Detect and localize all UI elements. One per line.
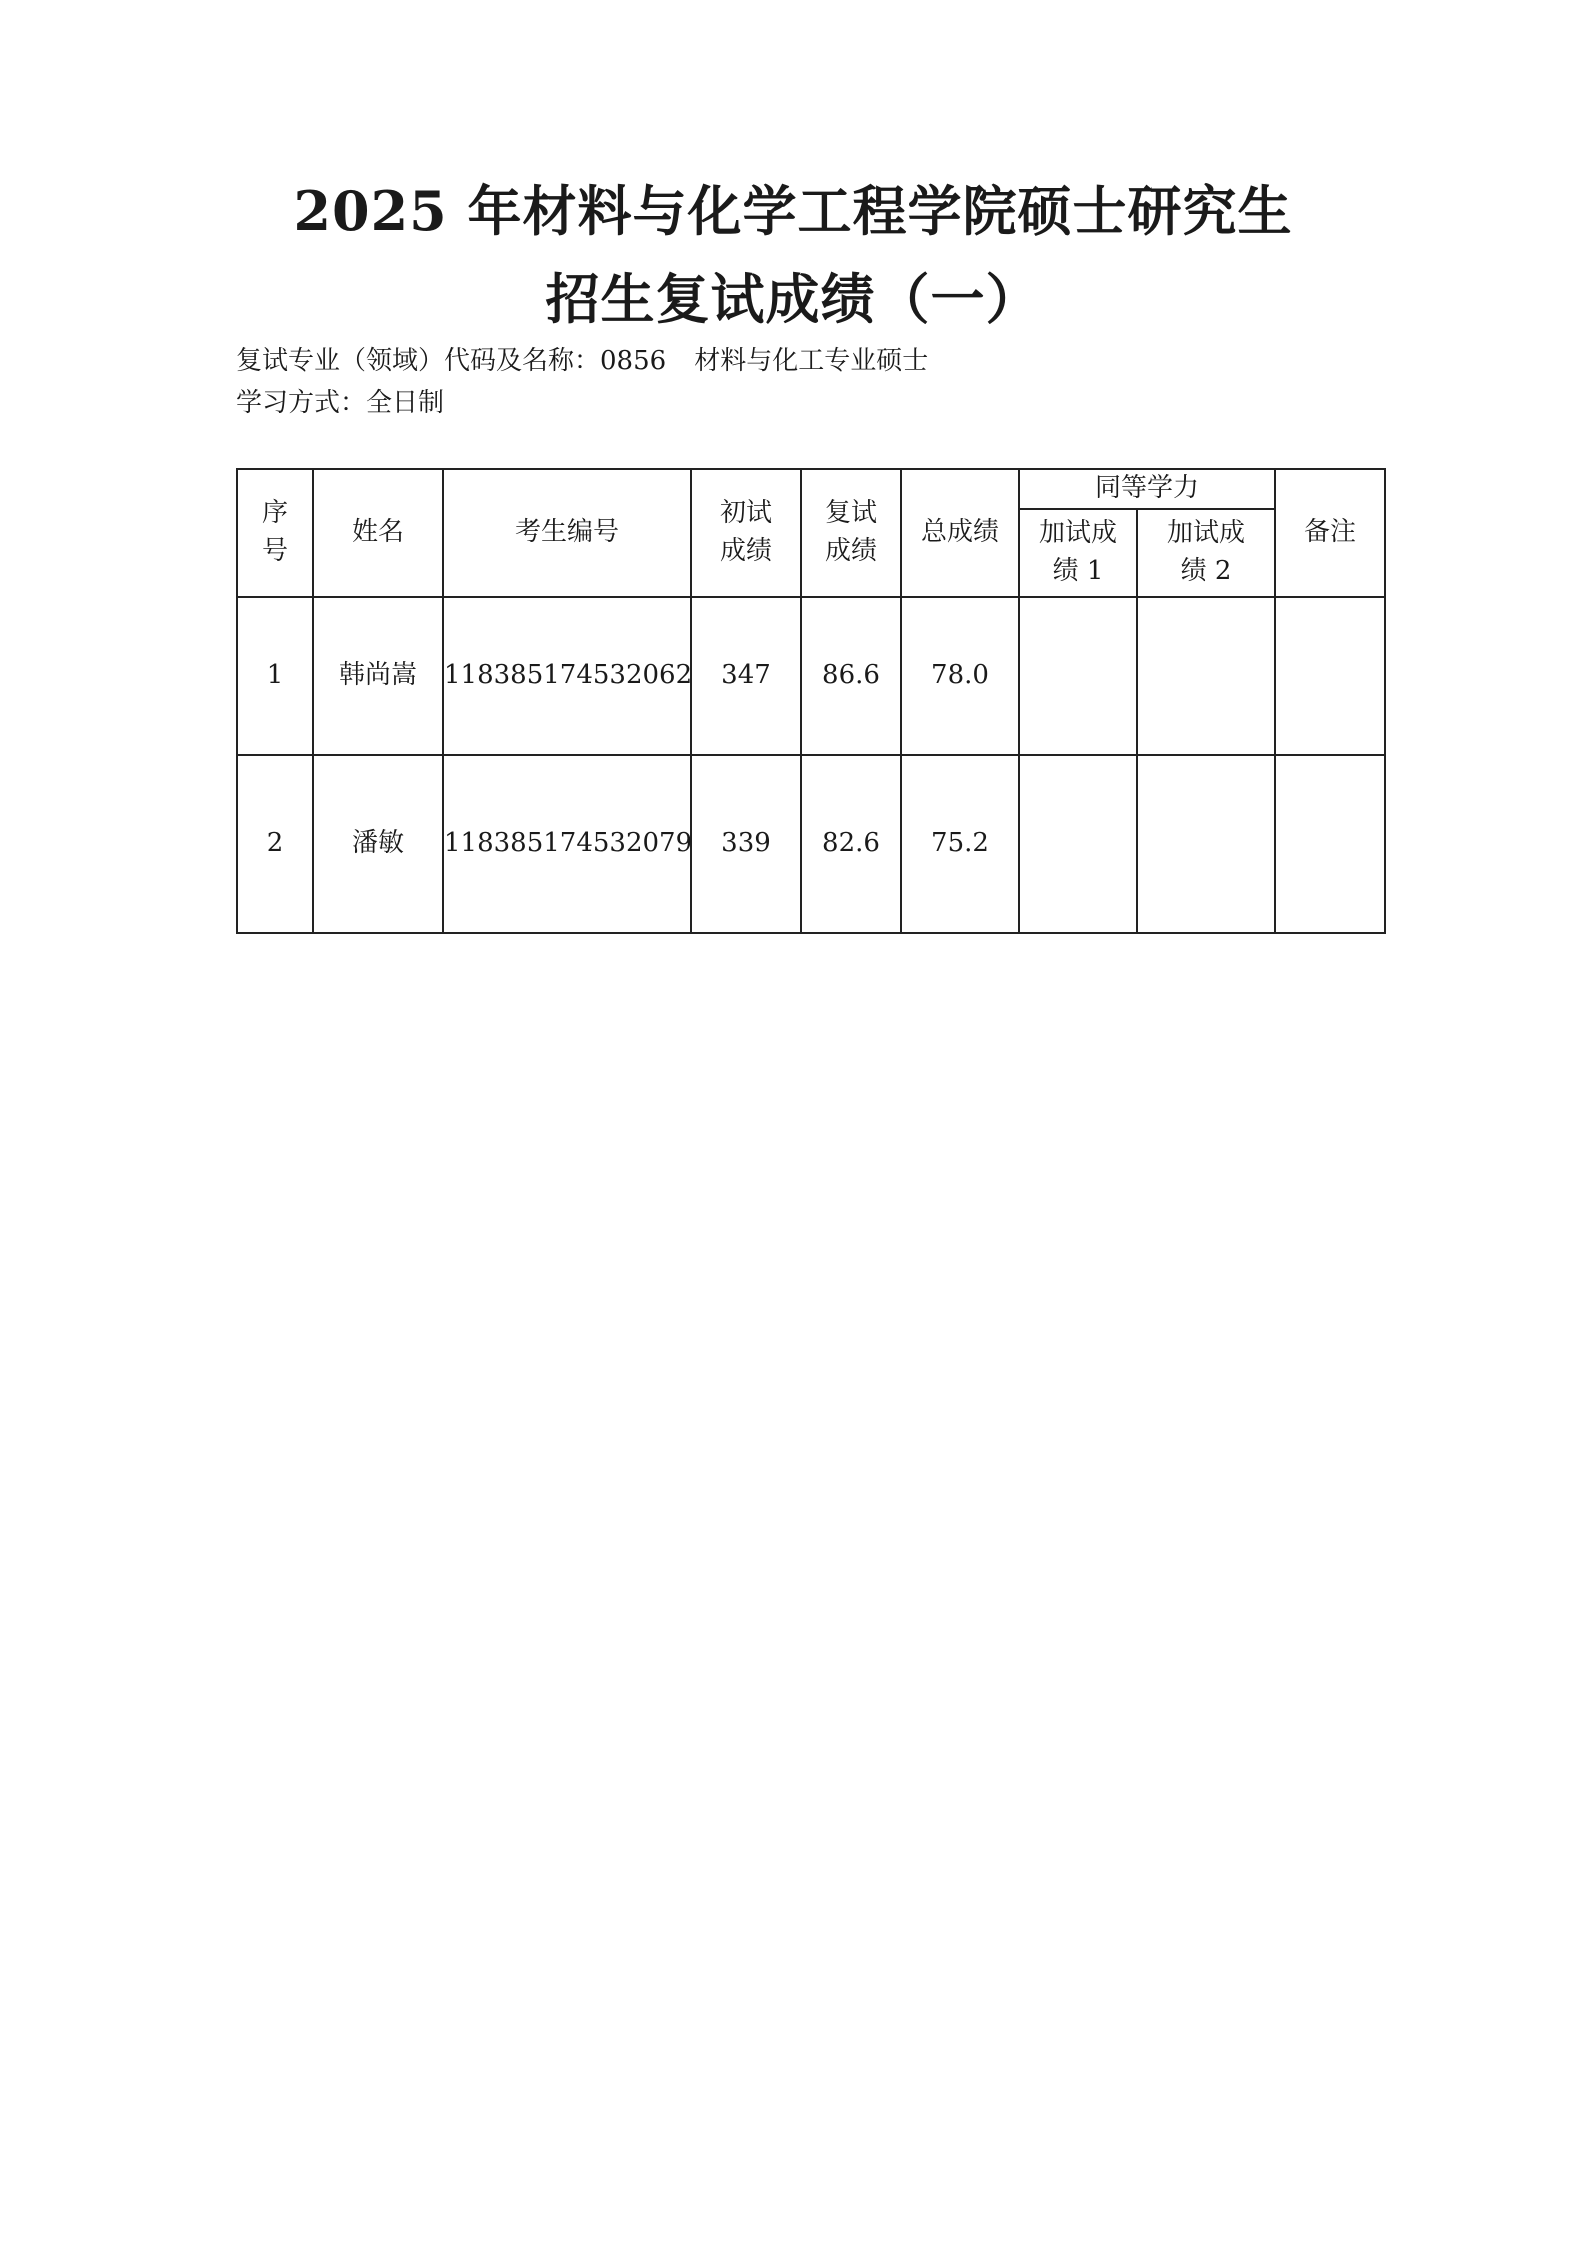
major-code: 0856 — [600, 346, 667, 376]
cell-name: 潘敏 — [313, 755, 443, 933]
major-name: 材料与化工专业硕士 — [694, 346, 929, 376]
cell-extra2 — [1137, 597, 1275, 755]
header-exam-id: 考生编号 — [443, 469, 691, 597]
header-total-score: 总成绩 — [901, 469, 1019, 597]
cell-total: 75.2 — [901, 755, 1019, 933]
cell-total: 78.0 — [901, 597, 1019, 755]
major-label: 复试专业（领域）代码及名称： — [236, 346, 601, 376]
cell-seq: 2 — [237, 755, 313, 933]
cell-name: 韩尚嵩 — [313, 597, 443, 755]
document-title-line2: 招生复试成绩（一） — [545, 267, 1041, 331]
header-remark: 备注 — [1275, 469, 1385, 597]
header-extra-score-1: 加试成 绩 1 — [1019, 509, 1137, 597]
cell-remark — [1275, 755, 1385, 933]
header-name: 姓名 — [313, 469, 443, 597]
header-extra-score-2: 加试成 绩 2 — [1137, 509, 1275, 597]
cell-retest: 82.6 — [801, 755, 901, 933]
table-row — [237, 597, 1385, 755]
cell-exam-id: 118385174532079 — [443, 755, 691, 933]
header-equivalent: 同等学力 — [1019, 469, 1275, 509]
study-mode-value: 全日制 — [366, 388, 445, 418]
cell-prelim: 339 — [691, 755, 801, 933]
header-retest-score: 复试 成绩 — [801, 469, 901, 597]
scores-table — [236, 468, 1386, 934]
cell-extra2 — [1137, 755, 1275, 933]
cell-exam-id: 118385174532062 — [443, 597, 691, 755]
major-info — [236, 348, 928, 374]
study-mode-label: 学习方式： — [236, 388, 367, 418]
study-mode-info — [236, 390, 444, 416]
header-seq: 序 号 — [237, 469, 313, 597]
header-prelim-score: 初试 成绩 — [691, 469, 801, 597]
document-title-line1: 2025 年材料与化学工程学院硕士研究生 — [293, 179, 1293, 243]
cell-extra1 — [1019, 755, 1137, 933]
cell-extra1 — [1019, 597, 1137, 755]
cell-remark — [1275, 597, 1385, 755]
cell-seq: 1 — [237, 597, 313, 755]
table-row — [237, 755, 1385, 933]
cell-retest: 86.6 — [801, 597, 901, 755]
cell-prelim: 347 — [691, 597, 801, 755]
